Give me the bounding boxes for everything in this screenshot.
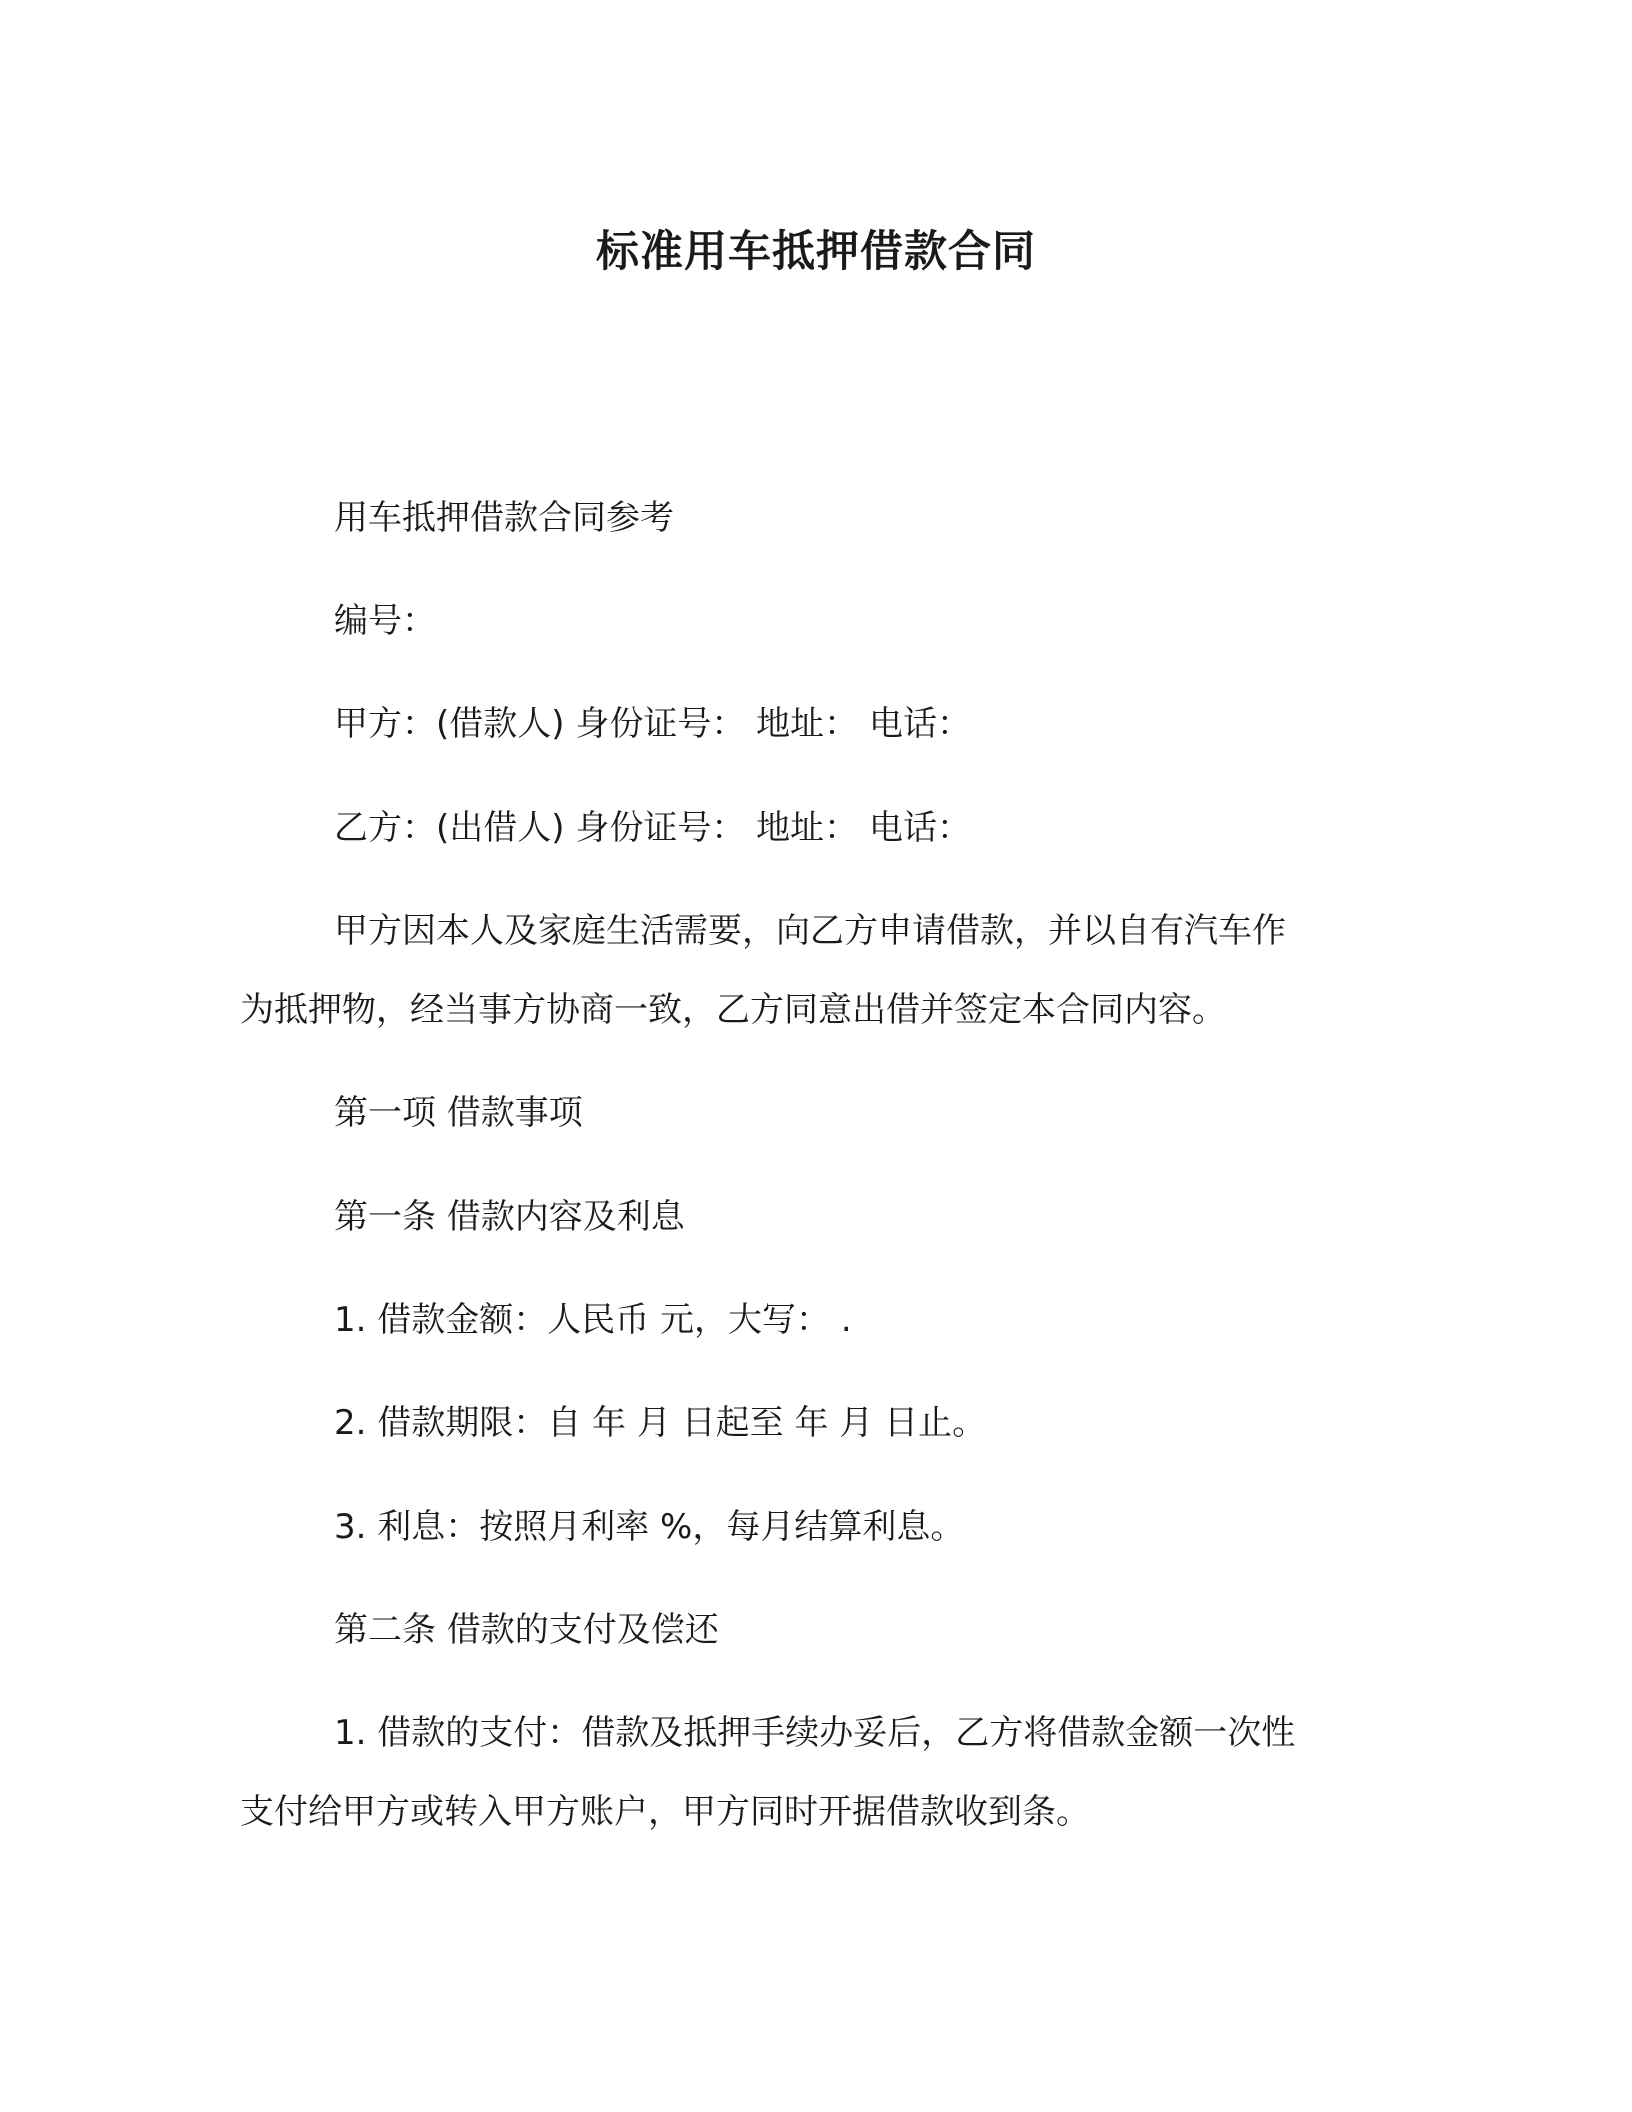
article-2-item-1-line-1: 1. 借款的支付：借款及抵押手续办妥后，乙方将借款金额一次性 bbox=[334, 1713, 1296, 1753]
article-1-item-2: 2. 借款期限：自 年 月 日起至 年 月 日止。 bbox=[334, 1403, 987, 1443]
document-title: 标准用车抵押借款合同 bbox=[596, 227, 1036, 277]
party-a-line: 甲方：(借款人) 身份证号： 地址： 电话： bbox=[334, 704, 971, 744]
subtitle: 用车抵押借款合同参考 bbox=[334, 498, 674, 538]
preamble-line-2: 为抵押物，经当事方协商一致，乙方同意出借并签定本合同内容。 bbox=[240, 990, 1226, 1030]
party-b-line: 乙方：(出借人) 身份证号： 地址： 电话： bbox=[334, 808, 971, 848]
article-2-item-1-line-2: 支付给甲方或转入甲方账户，甲方同时开据借款收到条。 bbox=[240, 1792, 1090, 1832]
article-1-item-3: 3. 利息：按照月利率 %，每月结算利息。 bbox=[334, 1507, 965, 1547]
article-1-item-1: 1. 借款金额：人民币 元，大写： . bbox=[334, 1300, 852, 1340]
preamble-line-1: 甲方因本人及家庭生活需要，向乙方申请借款，并以自有汽车作 bbox=[334, 911, 1286, 951]
article-2-heading: 第二条 借款的支付及偿还 bbox=[334, 1610, 719, 1650]
section-1-heading: 第一项 借款事项 bbox=[334, 1093, 583, 1133]
article-1-heading: 第一条 借款内容及利息 bbox=[334, 1197, 685, 1237]
number-label: 编号： bbox=[334, 601, 436, 641]
